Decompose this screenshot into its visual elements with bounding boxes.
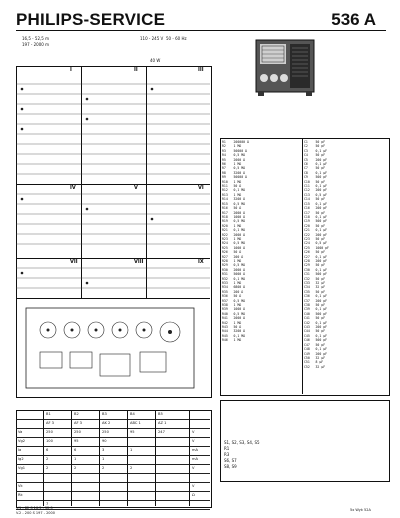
tube-table-cell: mA <box>192 457 198 461</box>
note-switches: S1, S2, S3, S4, S5 <box>224 440 260 445</box>
footer-ref: 5x Wyk 52A <box>350 508 371 512</box>
tube-table-cell: 2 <box>130 466 133 470</box>
tube-table-cell: 95 <box>74 439 79 443</box>
tube-table-column-divider <box>127 410 128 506</box>
tube-table-cell: Rk <box>18 493 23 497</box>
note-frequency: 50 - 60 Hz <box>166 36 187 41</box>
note-r1: R1 <box>224 446 230 451</box>
tube-table-cell: B5 <box>158 412 163 416</box>
tube-table-cell: V <box>192 439 195 443</box>
note-power: 40 W <box>150 58 161 63</box>
block-label-6: VI <box>198 185 204 191</box>
tube-table-cell: Vg2 <box>18 439 26 443</box>
tube-table-cell: AF 3 <box>74 421 82 425</box>
tube-table-cell: V <box>192 430 195 434</box>
block-label-9: IX <box>198 259 204 265</box>
tube-table-cell: V <box>192 484 195 488</box>
chassis-diagram <box>20 302 200 394</box>
tube-table-cell: 6 <box>74 448 77 452</box>
parts-list-resistors: R1 200000 Ω R2 1 MΩ R3 50000 Ω R4 0,5 MΩ R5 2000 Ω R6 1 MΩ R7 0,5 MΩ R8 3200 Ω R9 50000 Ω R10 1 MΩ R11 50 Ω R12 0,1 MΩ R13 1 MΩ R14 3200 Ω R15 0,5 MΩ R16 50 Ω R17 2000 Ω R18 1000 Ω R19 0,5 MΩ R20 1 MΩ R21 0,1 MΩ R22 2000 Ω R23 1 MΩ R24 0,5 MΩ R25 1000 Ω R26 50 Ω R27 200 Ω R28 1 MΩ R29 0,5 MΩ R30 2000 Ω R31 5000 Ω R32 0,1 MΩ R33 1 MΩ R34 6800 Ω R35 200 Ω R36 50 Ω R37 0,5 MΩ R38 1 MΩ R39 1000 Ω R40 0,5 MΩ R41 2000 Ω R42 1 MΩ R43 50 Ω R44 3200 Ω R45 0,1 MΩ R46 1 MΩ <box>222 140 249 343</box>
block-label-2: II <box>134 67 138 73</box>
header-rule <box>16 30 386 31</box>
tube-table-cell: 95 <box>130 430 135 434</box>
tube-table-cell: Vk <box>18 484 23 488</box>
tube-table-cell: 1 <box>130 448 133 452</box>
tube-table-cell: Vg1 <box>18 466 26 470</box>
tube-table-cell: V <box>192 466 195 470</box>
footer-line-1: V.1 - 82 S 16,5 - 52,5 <box>16 506 53 510</box>
tube-table-cell: 90 <box>102 439 107 443</box>
brand-title: PHILIPS-SERVICE <box>16 10 166 29</box>
tube-table-cell: 7 <box>46 502 49 506</box>
tube-table-column-divider <box>189 410 190 506</box>
note-r3: R3 <box>224 452 230 457</box>
tube-table-cell: AK 2 <box>102 421 111 425</box>
tube-table-cell: 3 <box>102 448 105 452</box>
tube-table-cell: B4 <box>130 412 135 416</box>
tube-table-column-divider <box>155 410 156 506</box>
tube-table-cell: B1 <box>46 412 51 416</box>
tube-table-cell: 1 <box>74 457 77 461</box>
tube-table-cell: AZ 1 <box>158 421 167 425</box>
tube-table-cell: 2 <box>102 466 105 470</box>
parts-list-capacitors: C1 50 pF C2 50 pF C3 0,1 µF C4 50 pF C5 200 pF C6 0,1 µF C7 50 pF C8 0,1 µF C9 500 pF C10 50 pF C11 0,1 µF C12 200 pF C13 0,5 µF C14 50 pF C15 0,1 µF C16 200 pF C17 50 pF C18 0,1 µF C19 500 pF C20 50 pF C21 0,1 µF C22 200 pF C23 50 pF C24 0,5 µF C25 1000 pF C26 50 pF C27 0,1 µF C28 200 pF C29 50 pF C30 0,1 µF C31 500 pF C32 50 pF C33 32 µF C34 32 µF C35 50 pF C36 0,1 µF C37 200 pF C38 50 pF C39 0,1 µF C40 500 pF C41 50 pF C42 0,1 µF C43 200 pF C44 50 pF C45 0,1 µF C46 500 pF C47 50 pF C48 0,1 µF C49 200 pF C50 32 µF C51 8 µF C52 32 µF <box>304 140 329 369</box>
block-label-4: IV <box>70 185 76 191</box>
note-range-1: 16,5 - 52,5 m <box>22 36 49 41</box>
tube-table-cell: 6 <box>46 448 49 452</box>
tube-table-cell: Va <box>18 430 23 434</box>
radio-photo <box>252 34 318 102</box>
block-label-5: V <box>134 185 138 191</box>
tube-table-cell: 2 <box>46 457 49 461</box>
note-s8-s9: S8, S9 <box>224 464 237 469</box>
block-label-7: VII <box>70 259 78 265</box>
block-label-3: III <box>198 67 204 73</box>
grid-row-divider-3 <box>16 298 210 299</box>
block-label-8: VIII <box>134 259 144 265</box>
tube-table-cell: 1 <box>102 457 105 461</box>
tube-table-cell: 2 <box>46 466 49 470</box>
tube-table-cell: 100 <box>46 439 53 443</box>
tube-table-cell: Ig2 <box>18 457 24 461</box>
tube-table-column-divider <box>71 410 72 506</box>
tube-table-column-divider <box>99 410 100 506</box>
tube-table-cell: AF 3 <box>46 421 54 425</box>
note-s6-s7: S6, S7 <box>224 458 237 463</box>
tube-table-cell: 250 <box>46 430 53 434</box>
block-row-lines <box>16 74 210 298</box>
tube-table-cell: 2 <box>74 466 77 470</box>
page-header <box>16 10 386 30</box>
tube-table-cell: 250 <box>74 430 81 434</box>
tube-table-cell: B2 <box>74 412 79 416</box>
note-range-2: 197 - 2000 m <box>22 42 49 47</box>
tube-table-cell: Ω <box>192 493 195 497</box>
model-number: 536 A <box>331 10 376 29</box>
footer-line-2: V.2 - 200 S 197 - 2000 <box>16 511 55 515</box>
tube-table-cell: B3 <box>102 412 107 416</box>
tube-table-cell: 247 <box>158 430 165 434</box>
block-label-1: I <box>70 67 72 73</box>
tube-table-cell: mA <box>192 448 198 452</box>
tube-table-cell: ABC 1 <box>130 421 141 425</box>
tube-table-cell: 250 <box>102 430 109 434</box>
tube-table-cell: Ia <box>18 448 22 452</box>
tube-table-column-divider <box>43 410 44 506</box>
parts-list-divider <box>302 138 303 394</box>
note-voltage: 110 - 245 V <box>140 36 164 41</box>
